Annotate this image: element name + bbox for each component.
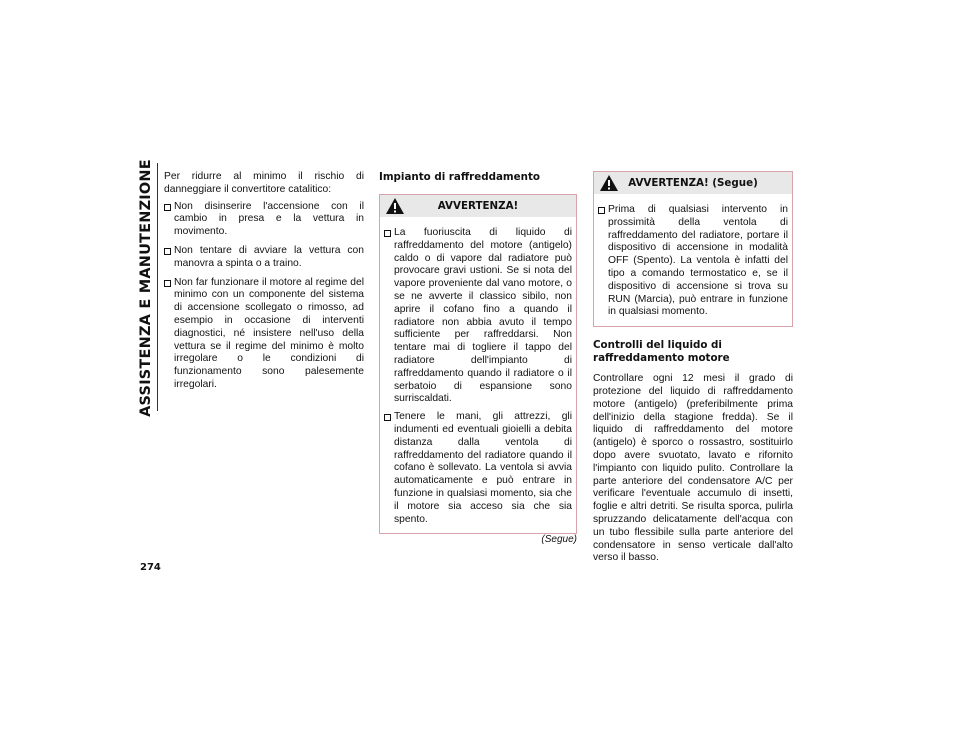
list-item: La fuoriuscita di liquido di raffreddamento del motore (antigelo) caldo o di vapore dal radiatore può provocare gravi ustioni. Se si nota del vapore proveniente dal vano motore, o se ne avverte il classico sibilo, non aprire il cofano fino a quando il radiatore non abbia avuto il tempo sufficiente per raffreddarsi. Non tentare mai di togliere il tappo del radiatore dell'impianto di raffreddamento quando il radiatore o il serbatoio di espansione sono surriscaldati.	[384, 227, 572, 406]
list-item: Non disinserire l'accensione con il cambio in presa e la vettura in movimento.	[164, 201, 364, 239]
warning-header	[594, 172, 792, 194]
warning-box	[379, 194, 577, 534]
warning-title: AVVERTENZA!	[437, 199, 519, 212]
section-title: ASSISTENZA E MANUTENZIONE	[138, 158, 155, 417]
continued-label: (Segue)	[541, 534, 577, 546]
side-divider	[157, 163, 158, 411]
warning-header	[380, 195, 576, 217]
column-3	[593, 171, 793, 565]
catalytic-list	[164, 201, 364, 392]
warning-triangle-icon	[385, 197, 405, 215]
section-side-tab	[136, 158, 156, 417]
warning-list	[598, 204, 788, 319]
list-item: Non far funzionare il motore al regime del minimo con un componente del sistema di accensione scollegato o rimosso, ad esempio in occasione di interventi diagnostici, né insistere nell'uso della vettura se il regime del minimo è molto irregolare o le condizioni di funzionamento sono palesemente irregolari.	[164, 277, 364, 392]
column-2	[379, 171, 577, 547]
section-heading: Impianto di raffreddamento	[379, 171, 540, 183]
list-item: Tenere le mani, gli attrezzi, gli indumenti ed eventuali gioielli a debita distanza dalla ventola di raffreddamento del radiatore quando il cofano è sollevato. La ventola si avvia automaticamente e può entrare in funzione in qualsiasi momento, sia che il motore sia acceso sia che sia spento.	[384, 411, 572, 526]
intro-paragraph: Per ridurre al minimo il rischio di danneggiare il convertitore catalitico:	[164, 171, 364, 195]
list-item: Prima di qualsiasi intervento in prossimità della ventola di raffreddamento del radiatore, portare il dispositivo di accensione in modalità OFF (Spento). La ventola è infatti del tipo a comando termostatico e, se il dispositivo di accensione si trova su RUN (Marcia), può entrare in funzione in qualsiasi momento.	[598, 204, 788, 319]
column-1	[164, 171, 364, 398]
warning-triangle-icon	[599, 174, 619, 192]
warning-box-continued	[593, 171, 793, 327]
page-number: 274	[140, 562, 161, 573]
list-item: Non tentare di avviare la vettura con manovra a spinta o a traino.	[164, 245, 364, 271]
warning-body	[380, 217, 576, 533]
coolant-paragraph: Controllare ogni 12 mesi il grado di protezione del liquido di raffreddamento motore (antigelo) (preferibilmente prima dell'inizio della stagione fredda). Se il liquido di raffreddamento del motore (antigelo) è sporco o rossastro, sostituirlo dopo avere svuotato, lavato e rifornito l'impianto con liquido pulito. Controllare la parte anteriore del condensatore A/C per verificare l'eventuale accumulo di insetti, foglie e altri detriti. Se risulta sporca, pulirla spruzzando delicatamente dell'acqua con un tubo flessibile sulla parte anteriore del condensatore in senso verticale dall'alto verso il basso.	[593, 373, 793, 564]
warning-list	[384, 227, 572, 526]
warning-title: AVVERTENZA! (Segue)	[628, 176, 758, 189]
warning-body	[594, 194, 792, 326]
subsection-heading: Controlli del liquido di raffreddamento motore	[593, 339, 730, 365]
